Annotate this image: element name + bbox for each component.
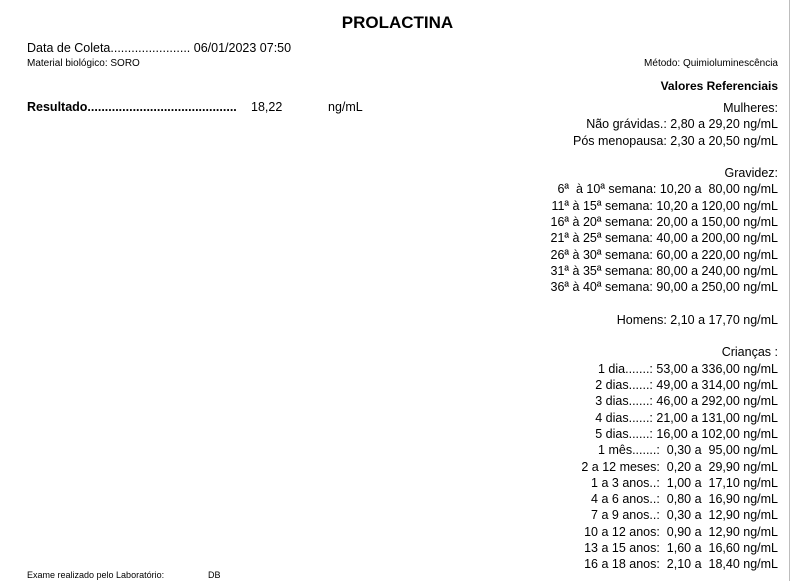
result-value: 18,22: [251, 100, 283, 114]
pregnancy-item: 11ª à 15ª semana: 10,20 a 120,00 ng/mL: [551, 198, 778, 213]
children-item: 5 dias......: 16,00 a 102,00 ng/mL: [595, 426, 778, 441]
spacer: [551, 328, 778, 344]
children-item: 2 dias......: 49,00 a 314,00 ng/mL: [595, 378, 778, 393]
method: Método: Quimioluminescência: [644, 58, 778, 69]
women-item: Pós menopausa: 2,30 a 20,50 ng/mL: [572, 133, 778, 148]
page-title: PROLACTINA: [341, 13, 454, 32]
children-item: 10 a 12 anos: 0,90 a 12,90 ng/mL: [584, 524, 778, 539]
spacer: [551, 149, 778, 165]
pregnancy-item: 26ª à 30ª semana: 60,00 a 220,00 ng/mL: [550, 247, 778, 262]
children-item: 1 mês.......: 0,30 a 95,00 ng/mL: [598, 443, 778, 458]
children-item: 1 a 3 anos..: 1,00 a 17,10 ng/mL: [591, 475, 778, 490]
children-item: 7 a 9 anos..: 0,30 a 12,90 ng/mL: [591, 508, 778, 523]
women-heading: Mulheres:: [723, 101, 778, 115]
children-item: 1 dia.......: 53,00 a 336,00 ng/mL: [598, 361, 778, 376]
biological-material: Material biológico: SORO: [27, 58, 140, 69]
children-item: 13 a 15 anos: 1,60 a 16,60 ng/mL: [584, 541, 778, 556]
spacer: [551, 296, 778, 312]
children-heading: Crianças :: [721, 345, 778, 360]
pregnancy-item: 31ª à 35ª semana: 80,00 a 240,00 ng/mL: [550, 263, 778, 278]
children-item: 3 dias......: 46,00 a 292,00 ng/mL: [595, 394, 778, 409]
children-item: 16 a 18 anos: 2,10 a 18,40 ng/mL: [584, 557, 778, 572]
result-unit: ng/mL: [328, 100, 363, 114]
women-item: Não grávidas.: 2,80 a 29,20 ng/mL: [586, 117, 778, 132]
reference-ranges: [551, 100, 778, 573]
footer-lab-label: Exame realizado pelo Laboratório:: [27, 570, 165, 580]
footer-lab-value: DB: [208, 570, 221, 580]
men-range: Homens: 2,10 a 17,70 ng/mL: [616, 312, 778, 327]
result-label-text: Resultado...........................................: [27, 100, 237, 114]
collection-date-value: 06/01/2023 07:50: [193, 41, 292, 55]
pregnancy-item: 16ª à 20ª semana: 20,00 a 150,00 ng/mL: [550, 215, 778, 230]
children-item: 4 dias......: 21,00 a 131,00 ng/mL: [595, 410, 778, 425]
pregnancy-heading: Gravidez:: [724, 166, 778, 181]
children-item: 4 a 6 anos..: 0,80 a 16,90 ng/mL: [591, 492, 778, 507]
pregnancy-item: 21ª à 25ª semana: 40,00 a 200,00 ng/mL: [550, 231, 778, 246]
children-item: 2 a 12 meses: 0,20 a 29,90 ng/mL: [581, 459, 778, 474]
collection-date: [27, 41, 291, 55]
pregnancy-item: 6ª à 10ª semana: 10,20 a 80,00 ng/mL: [557, 182, 778, 197]
result-label: [27, 100, 237, 114]
pregnancy-item: 36ª à 40ª semana: 90,00 a 250,00 ng/mL: [550, 280, 778, 295]
reference-values-heading: Valores Referenciais: [660, 79, 778, 93]
collection-date-label: Data de Coleta.......................: [27, 41, 191, 55]
page-right-border: [789, 0, 790, 581]
